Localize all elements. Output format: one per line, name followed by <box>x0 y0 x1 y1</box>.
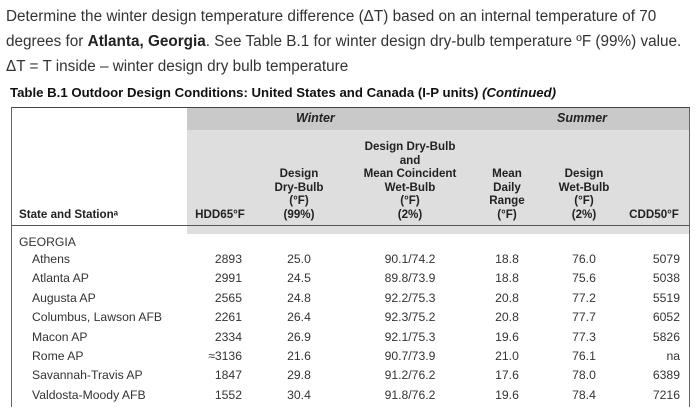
cell-dry-bulb: 26.9 <box>287 329 311 344</box>
question-post: . See Table B.1 for winter design dry-bulb temperature ºF (99%) value. <box>205 33 682 50</box>
cell-wet-bulb: 78.0 <box>572 368 596 383</box>
cell-dry-bulb: 24.8 <box>287 290 311 305</box>
header-wb-l3: (°F) <box>574 194 594 207</box>
header-mean-coincident <box>348 140 472 221</box>
cell-mcwb: 89.8/73.9 <box>384 271 436 286</box>
cell-cdd: 7216 <box>652 387 680 402</box>
cell-hdd: 2991 <box>214 271 242 286</box>
cell-wet-bulb: 78.4 <box>572 387 596 402</box>
cell-mdr: 20.8 <box>495 290 519 305</box>
cell-cdd: 5079 <box>652 252 680 266</box>
formula-text: ΔT = T inside – winter design dry bulb temperature <box>6 58 349 75</box>
header-dry-l2: Dry-Bulb <box>274 180 324 194</box>
table-row <box>12 289 689 308</box>
design-conditions-table <box>11 107 690 407</box>
cell-mcwb: 91.2/76.2 <box>384 368 436 383</box>
state-group-label: GEORGIA <box>19 235 76 249</box>
header-wb-l2: Wet-Bulb <box>558 180 610 194</box>
table-row <box>12 347 689 366</box>
header-dry-l3: (°F) <box>289 194 309 207</box>
cell-cdd: 6052 <box>652 310 680 325</box>
question-city: Atlanta, Georgia <box>87 33 206 50</box>
cell-hdd: 1847 <box>214 368 242 383</box>
cell-mcwb: 91.8/76.2 <box>384 387 436 402</box>
cell-wet-bulb: 76.1 <box>572 349 596 363</box>
table-row <box>12 328 689 347</box>
cell-station: Rome AP <box>32 349 84 363</box>
cell-mcwb: 90.1/74.2 <box>384 252 436 266</box>
cell-station: Augusta AP <box>32 290 96 305</box>
cell-wet-bulb: 77.3 <box>572 329 596 344</box>
cell-mdr: 18.8 <box>495 271 519 286</box>
header-dry-l4: (99%) <box>283 207 315 221</box>
cell-mdr: 20.8 <box>495 310 519 325</box>
cell-hdd: 2565 <box>214 290 242 305</box>
table-row <box>12 308 689 327</box>
header-mdr-l4: (°F) <box>497 207 517 221</box>
header-mdr-l2: Daily <box>493 180 521 194</box>
table-title-main: Table B.1 Outdoor Design Conditions: United States and Canada (I-P units) <box>10 85 483 100</box>
header-wb-l1: Design <box>564 167 604 180</box>
cell-hdd: 2893 <box>214 252 242 266</box>
cell-hdd: ≈3136 <box>208 349 242 363</box>
cell-dry-bulb: 29.8 <box>287 368 311 383</box>
header-hdd: HDD65°F <box>195 208 245 221</box>
cell-station: Columbus, Lawson AFB <box>32 310 163 325</box>
header-mean-daily-range <box>482 167 532 221</box>
cell-station: Valdosta-Moody AFB <box>32 387 146 402</box>
header-mdr-l3: Range <box>489 194 525 207</box>
header-dry-l1: Design <box>279 167 319 180</box>
cell-dry-bulb: 24.5 <box>287 271 311 286</box>
cell-hdd: 1552 <box>214 387 242 402</box>
cell-dry-bulb: 25.0 <box>287 252 311 266</box>
cell-mcwb: 92.1/75.3 <box>384 329 436 344</box>
header-mcwb-l4: Wet-Bulb <box>384 180 436 194</box>
cell-cdd: 5519 <box>652 290 680 305</box>
header-station: State and Stationᵃ <box>19 208 119 221</box>
header-mcwb-l6: (2%) <box>397 207 423 221</box>
question-pre: Determine the winter design temperature difference (ΔT) based on an internal temperature of 70 degrees for <box>6 8 657 50</box>
header-mcwb-l2: and <box>399 153 421 167</box>
cell-cdd: 5826 <box>652 329 680 344</box>
table-row <box>12 250 689 269</box>
table-title <box>10 85 556 100</box>
question-text <box>6 4 694 54</box>
summer-band-label: Summer <box>557 111 608 125</box>
cell-wet-bulb: 76.0 <box>572 252 596 266</box>
cell-mcwb: 92.3/75.2 <box>384 310 436 325</box>
table-row <box>12 386 689 405</box>
cell-dry-bulb: 30.4 <box>287 387 311 402</box>
cell-mdr: 17.6 <box>495 368 519 383</box>
cell-mcwb: 92.2/75.3 <box>384 290 436 305</box>
header-mcwb-l1: Design Dry-Bulb <box>364 140 456 153</box>
cell-station: Macon AP <box>32 329 88 344</box>
cell-cdd: 6389 <box>652 368 680 383</box>
header-mdr-l1: Mean <box>492 167 522 180</box>
cell-cdd: na <box>666 349 680 363</box>
header-mcwb-l3: Mean Coincident <box>363 167 457 180</box>
table-row <box>12 366 689 385</box>
table-title-continued: (Continued) <box>482 85 557 100</box>
header-design-wet-bulb <box>547 167 621 221</box>
header-mcwb-l5: (°F) <box>400 194 420 207</box>
cell-mcwb: 90.7/73.9 <box>384 349 436 363</box>
header-wb-l4: (2%) <box>571 207 597 221</box>
cell-station: Savannah-Travis AP <box>32 368 143 383</box>
header-cdd: CDD50°F <box>629 208 679 221</box>
header-design-dry-bulb <box>267 167 331 221</box>
cell-hdd: 2261 <box>214 310 242 325</box>
cell-wet-bulb: 75.6 <box>572 271 596 286</box>
cell-mdr: 18.8 <box>495 252 519 266</box>
cell-mdr: 19.6 <box>495 387 519 402</box>
winter-band-label: Winter <box>296 111 335 125</box>
cell-dry-bulb: 26.4 <box>287 310 311 325</box>
cell-mdr: 19.6 <box>495 329 519 344</box>
season-header-band <box>187 108 689 130</box>
cell-cdd: 5038 <box>652 271 680 286</box>
cell-station: Athens <box>32 252 70 266</box>
cell-dry-bulb: 21.6 <box>287 349 311 363</box>
header-divider <box>12 225 689 226</box>
cell-mdr: 21.0 <box>495 349 519 363</box>
cell-station: Atlanta AP <box>32 271 89 286</box>
cell-hdd: 2334 <box>214 329 242 344</box>
cell-wet-bulb: 77.7 <box>572 310 596 325</box>
cell-wet-bulb: 77.2 <box>572 290 596 305</box>
table-row <box>12 269 689 288</box>
